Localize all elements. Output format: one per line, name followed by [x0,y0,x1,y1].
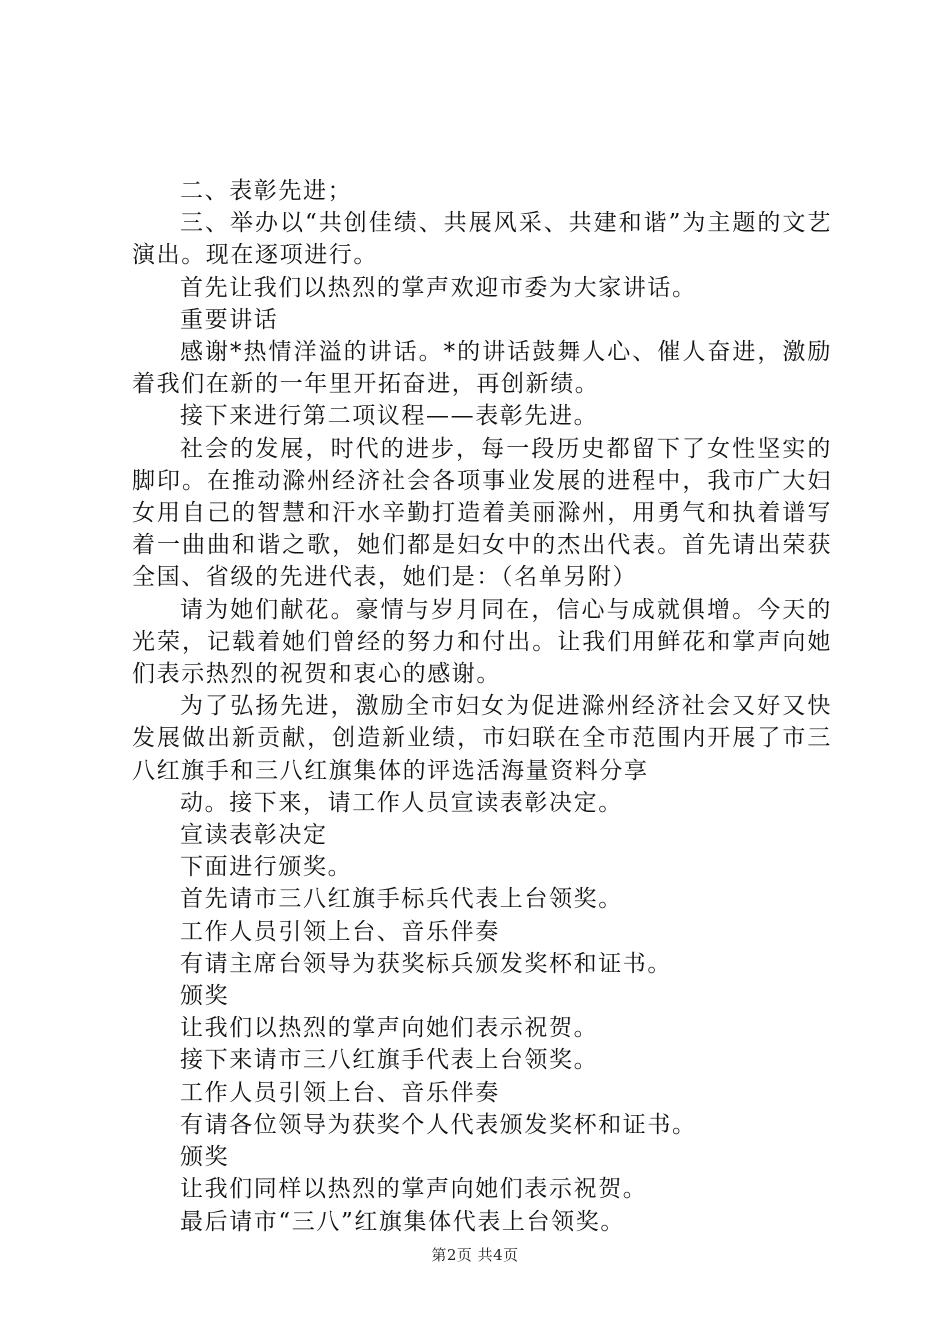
paragraph: 有请主席台领导为获奖标兵颁发奖杯和证书。 [180,950,672,977]
paragraph: 动。接下来，请工作人员宣读表彰决定。 [180,789,623,816]
paragraph: 接下来请市三八红旗手代表上台领奖。 [180,1047,599,1074]
document-body [132,175,832,1238]
paragraph: 为了弘扬先进，激励全市妇女为促进滁州经济社会又好又快发展做出新贡献，创造新业绩，市妇联在全市范围内开展了市三八红旗手和三八红旗集体的评选活海量资料分享 [132,693,832,784]
paragraph: 请为她们献花。豪情与岁月同在，信心与成就俱增。今天的光荣，记载着她们曾经的努力和付出。让我们用鲜花和掌声向她们表示热烈的祝贺和衷心的感谢。 [132,596,832,688]
paragraph: 颁奖 [180,983,230,1010]
paragraph: 让我们同样以热烈的掌声向她们表示祝贺。 [180,1176,648,1203]
paragraph: 颁奖 [180,1144,230,1171]
paragraph: 下面进行颁奖。 [180,854,353,881]
paragraph: 工作人员引领上台、音乐伴奏 [180,1079,500,1106]
paragraph: 二、表彰先进； [180,178,353,204]
paragraph: 有请各位领导为获奖个人代表颁发奖杯和证书。 [180,1111,697,1138]
paragraph: 重要讲话 [180,306,279,333]
paragraph: 首先请市三八红旗手标兵代表上台领奖。 [180,886,623,913]
paragraph: 接下来进行第二项议程——表彰先进。 [180,403,599,430]
paragraph: 最后请市“三八”红旗集体代表上台领奖。 [180,1208,625,1235]
page-footer: 第2页 共4页 [431,1246,519,1264]
paragraph: 让我们以热烈的掌声向她们表示祝贺。 [180,1015,599,1042]
paragraph: 首先让我们以热烈的掌声欢迎市委为大家讲话。 [180,274,697,301]
paragraph: 感谢*热情洋溢的讲话。*的讲话鼓舞人心、催人奋进，激励着我们在新的一年里开拓奋进，再创新绩。 [132,339,832,398]
paragraph: 宣读表彰决定 [180,822,328,849]
paragraph: 工作人员引领上台、音乐伴奏 [180,918,500,945]
paragraph: 三、举办以“共创佳绩、共展风采、共建和谐”为主题的文艺演出。现在逐项进行。 [132,210,832,269]
paragraph: 社会的发展，时代的进步，每一段历史都留下了女性坚实的脚印。在推动滁州经济社会各项事业发展的进程中，我市广大妇女用自己的智慧和汗水辛勤打造着美丽滁州，用勇气和执着谱写着一曲曲和谐之歌，她们都是妇女中的杰出代表。首先请出荣获全国、省级的先进代表，她们是：（名单另附） [132,435,832,591]
